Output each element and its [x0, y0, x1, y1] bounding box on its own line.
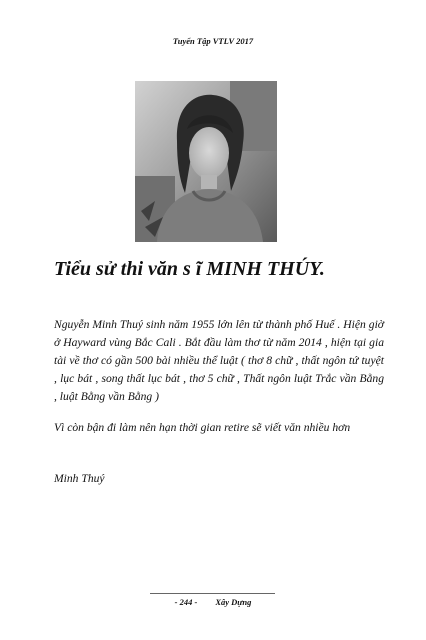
footer-divider	[150, 593, 275, 594]
footer-section-title: Xây Dựng	[215, 597, 252, 607]
page-footer	[0, 597, 426, 607]
running-header: Tuyển Tập VTLV 2017	[172, 36, 254, 46]
article-title: Tiểu sử thi văn s ĩ MINH THÚY.	[54, 258, 325, 280]
author-signature: Minh Thuý	[54, 472, 105, 485]
page-number: - 244 -	[174, 597, 198, 607]
biography-paragraph: Nguyễn Minh Thuý sinh năm 1955 lớn lên từ thành phố Huế . Hiện giờ ở Hayward vùng Bắc Cali . Bắt đầu làm thơ từ năm 2014 , hiện tại gia tài về thơ có gần 500 bài nhiều thể luật ( thơ 8 chữ , thất ngôn tứ tuyệt , lục bát , song thất lục bát , thơ 5 chữ , Thất ngôn luật Trắc vần Bằng , luật Bằng vần Bằng )	[54, 318, 384, 403]
retirement-paragraph: Vì còn bận đi làm nên hạn thời gian retire sẽ viết văn nhiều hơn	[54, 421, 351, 434]
author-portrait-photo	[135, 81, 277, 242]
